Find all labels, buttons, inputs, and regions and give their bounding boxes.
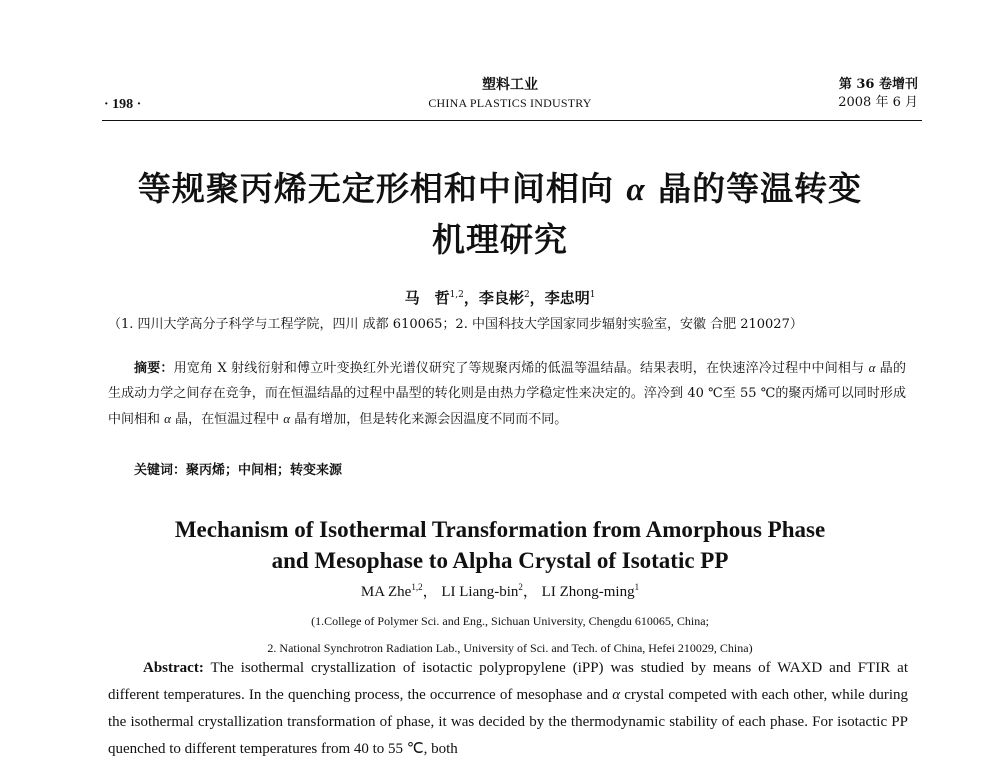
abstract-en-label: Abstract: [143,660,204,676]
journal-name-cn: 塑料工业 [482,77,538,93]
author-en: LI Zhong-ming [541,584,635,600]
title-cn [90,164,910,265]
abstract-en-text: The isothermal crystallization of isotactic polypropylene (iPP) was studied by means of WAXD and FTIR at different temperatures. In the quenching process, the occurrence of mesophase and [108,660,908,703]
abstract-cn [108,355,906,432]
volume-label: 第 36 卷增刊 [838,77,918,92]
author-en: MA Zhe [360,584,412,600]
abstract-cn-text: 晶有增加，但是转化来源会因温度不同而不同。 [290,412,568,427]
author-en-affil: 2 [518,582,523,592]
issue-info [838,76,918,112]
title-cn-line1 [90,164,910,215]
header-rule [102,120,922,121]
journal-name-en: CHINA PLASTICS INDUSTRY [428,96,592,110]
author-cn-affil: 1,2 [449,290,464,300]
affiliation-cn: （1. 四川大学高分子科学与工程学院，四川 成都 610065；2. 中国科技大学国家同步辐射实验室，安徽 合肥 210027） [108,317,803,332]
authors-cn [0,287,1000,308]
author-cn: 李忠明 [544,289,590,307]
abstract-cn-greek: α [868,360,876,375]
affiliation-en [140,608,880,662]
author-sep: ， [529,289,545,307]
author-en-affil: 1,2 [411,582,423,592]
title-cn-line2: 机理研究 [432,220,568,259]
abstract-cn-text: 晶的生成动力学之间存在竞争，而在恒温结晶的过程中晶型的转化则是由热力学稳定性来决定的。淬冷到 40 ℃至 55 ℃的聚丙烯可以同时形成中间相和 [108,361,906,427]
author-cn-affil: 2 [523,290,530,300]
author-en: LI Liang-bin [441,584,519,600]
author-cn: 马 哲 [404,289,450,307]
author-sep: ， [463,289,479,307]
author-cn: 李良彬 [478,289,524,307]
keywords-cn-label: 关键词： [134,463,187,478]
affiliation-en-line2: 2. National Synchrotron Radiation Lab., University of Sci. and Tech. of China, Hefei 210029, China) [267,641,753,655]
title-cn-greek: α [626,172,646,208]
author-sep: ， [522,584,538,600]
title-en-line1: Mechanism of Isothermal Transformation from Amorphous Phase [174,517,826,542]
abstract-en [108,655,908,763]
author-cn-affil: 1 [589,290,596,300]
abstract-cn-text: 晶，在恒温过程中 [170,412,284,427]
author-sep: ， [422,584,438,600]
page-number: · 198 · [104,97,142,112]
affiliation-en-line1: (1.College of Polymer Sci. and Eng., Sichuan University, Chengdu 610065, China; [311,614,709,628]
title-en-line2: and Mesophase to Alpha Crystal of Isotatic PP [271,548,729,573]
issue-date: 2008 年 6 月 [838,95,918,110]
author-en-affil: 1 [634,582,640,592]
abstract-en-text: crystal competed with each other, while during the isothermal crystallization transformation of phase, it was decided by the thermodynamic stability of each phase. For isotactic PP quenched to different temperatures from 40 to 55 ℃, both [108,687,909,757]
title-cn-text-b: 晶的等温转变 [645,169,863,208]
abstract-cn-text: 用宽角 X 射线衍射和傅立叶变换红外光谱仪研究了等规聚丙烯的低温等温结晶。结果表明，在快速淬冷过程中中间相与 [173,361,869,376]
keywords-cn-value: 聚丙烯；中间相；转变来源 [186,463,343,478]
abstract-cn-label: 摘要： [134,361,174,376]
title-cn-text-a: 等规聚丙烯无定形相和中间相向 [137,169,627,208]
abstract-cn-greek: α [283,411,291,426]
abstract-en-greek: α [612,687,621,703]
keywords-cn [134,462,342,480]
title-en [60,514,940,576]
abstract-cn-greek: α [164,411,171,426]
authors-en [0,580,1000,601]
journal-header [380,76,640,112]
